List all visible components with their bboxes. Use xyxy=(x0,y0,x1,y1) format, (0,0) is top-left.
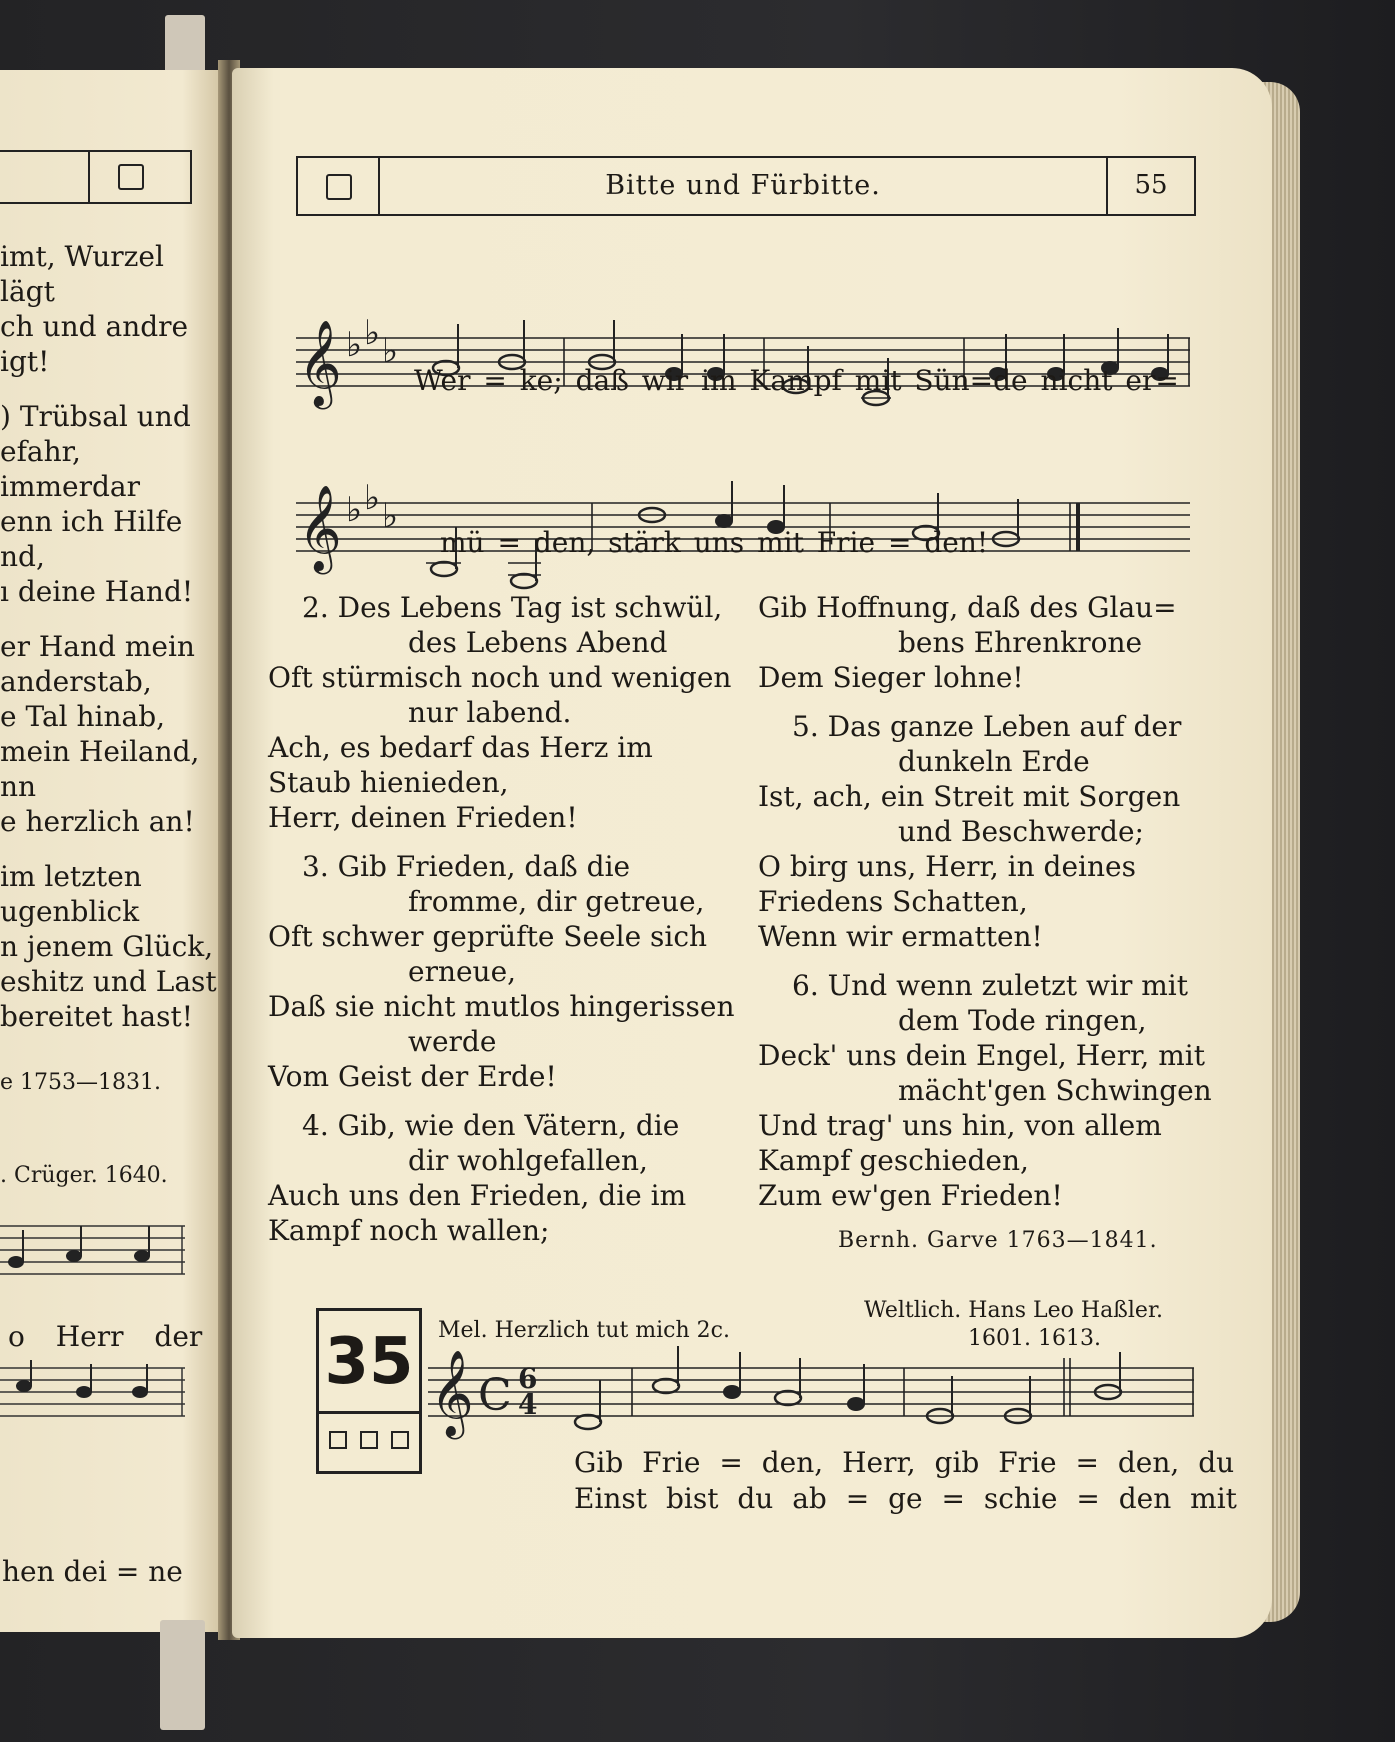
hymn-number: 35 xyxy=(324,1325,414,1399)
verses-right-column xyxy=(758,590,1212,1213)
hymn-lyrics-1: Gib Frie = den, Herr, gib Frie = den, du xyxy=(574,1446,1235,1479)
left-page-line: im letzten xyxy=(0,860,142,893)
svg-text:♭: ♭ xyxy=(364,478,381,518)
verse-line: Friedens Schatten, xyxy=(758,885,1028,918)
header-square-ornament xyxy=(118,164,144,190)
left-page-line: bereitet hast! xyxy=(0,1000,193,1033)
left-page-line: ) Trübsal und xyxy=(0,400,191,433)
music-lyrics-2: mü = den, stärk uns mit Frie = den! xyxy=(440,526,989,559)
page-number: 55 xyxy=(1134,170,1168,200)
verse-line: des Lebens Abend xyxy=(408,626,668,659)
verse-block xyxy=(268,849,735,1094)
verse-line: erneue, xyxy=(408,955,517,988)
verse-block xyxy=(758,709,1212,954)
left-page-line: e herzlich an! xyxy=(0,805,195,838)
verse-line: 6. Und wenn zuletzt wir mit xyxy=(792,969,1189,1002)
music-lyrics-1: Wer = ke; daß wir im Kampf mit Sün=de nicht er= xyxy=(414,364,1179,397)
verse-line: und Beschwerde; xyxy=(898,815,1144,848)
verse-line: 4. Gib, wie den Vätern, die xyxy=(302,1109,680,1142)
verse-line: Vom Geist der Erde! xyxy=(268,1060,557,1093)
verse-line: dunkeln Erde xyxy=(898,745,1090,778)
hymn-composer: Weltlich. Hans Leo Haßler. xyxy=(864,1298,1164,1323)
left-page-line: n jenem Glück, xyxy=(0,930,214,963)
verse-line: Ach, es bedarf das Herz im xyxy=(268,731,653,764)
hymn-melody: Mel. Herzlich tut mich 2c. xyxy=(438,1318,730,1343)
verse-line: 3. Gib Frieden, daß die xyxy=(302,850,631,883)
verse-line: O birg uns, Herr, in deines xyxy=(758,850,1136,883)
left-staff-2 xyxy=(0,1360,185,1430)
time-signature-top: 6 xyxy=(518,1362,538,1395)
left-page-line: efahr, xyxy=(0,435,81,468)
time-signature-bottom: 4 xyxy=(518,1388,538,1421)
left-staff-1 xyxy=(0,1218,185,1288)
verse-block xyxy=(758,968,1212,1213)
verse-line: Herr, deinen Frieden! xyxy=(268,801,578,834)
verse-line: Wenn wir ermatten! xyxy=(758,920,1043,953)
left-page xyxy=(0,70,228,1632)
left-page-line: enn ich Hilfe xyxy=(0,505,183,538)
left-page-line: nd, xyxy=(0,540,45,573)
verse-line: mächt'gen Schwingen xyxy=(898,1074,1212,1107)
left-page-line: e Tal hinab, xyxy=(0,700,166,733)
verse-block xyxy=(268,1108,735,1248)
verse-line: Kampf noch wallen; xyxy=(268,1214,550,1247)
right-page xyxy=(232,68,1272,1638)
left-lyric-2: hen dei = ne xyxy=(2,1555,183,1588)
verses-left-column xyxy=(268,590,735,1248)
music-staff-2 xyxy=(296,423,1196,603)
verse-line: Ist, ach, ein Streit mit Sorgen xyxy=(758,780,1181,813)
svg-text:♭: ♭ xyxy=(382,331,399,371)
verse-line: Oft schwer geprüfte Seele sich xyxy=(268,920,708,953)
left-composer: . Crüger. 1640. xyxy=(0,1163,168,1188)
music-staff-3 xyxy=(428,1318,1198,1458)
verse-line: dir wohlgefallen, xyxy=(408,1144,648,1177)
left-page-line: nn xyxy=(0,770,37,803)
page-header xyxy=(296,156,1196,216)
treble-clef-icon: 𝄞 xyxy=(298,485,342,571)
hymn-lyrics-2: Einst bist du ab = ge = schie = den mit xyxy=(574,1482,1237,1515)
left-page-line: eshitz und Last xyxy=(0,965,217,998)
verse-line: Staub hienieden, xyxy=(268,766,509,799)
verse-line: Gib Hoffnung, daß des Glau= xyxy=(758,591,1177,624)
verse-line: dem Tode ringen, xyxy=(898,1004,1147,1037)
verse-line: 2. Des Lebens Tag ist schwül, xyxy=(302,591,723,624)
left-page-line: ch und andre xyxy=(0,310,189,343)
left-lyric-1: o Herr der xyxy=(8,1320,203,1353)
left-page-line: mein Heiland, xyxy=(0,735,200,768)
left-page-line: lägt xyxy=(0,275,55,308)
section-title: Bitte und Fürbitte. xyxy=(605,170,881,201)
bookmark-ribbon-bottom xyxy=(160,1620,205,1730)
hymn-square-ornaments xyxy=(329,1431,409,1449)
header-square-ornament xyxy=(326,174,352,200)
hymn-number-box xyxy=(316,1308,422,1474)
verse-line: Deck' uns dein Engel, Herr, mit xyxy=(758,1039,1205,1072)
verse-line: Auch uns den Frieden, die im xyxy=(268,1179,687,1212)
hymn-author: Bernh. Garve 1763—1841. xyxy=(838,1228,1158,1253)
verse-line: bens Ehrenkrone xyxy=(898,626,1143,659)
verse-line: fromme, dir getreue, xyxy=(408,885,705,918)
svg-text:♭: ♭ xyxy=(346,325,363,365)
verse-line: Oft stürmisch noch und wenigen xyxy=(268,661,732,694)
left-page-line: ı deine Hand! xyxy=(0,575,194,608)
common-time-icon: C xyxy=(478,1370,512,1421)
verse-block xyxy=(758,590,1212,695)
left-page-line: igt! xyxy=(0,345,50,378)
left-page-header xyxy=(0,150,192,204)
music-staff-1 xyxy=(296,258,1196,448)
verse-line: werde xyxy=(408,1025,497,1058)
left-page-line: er Hand mein xyxy=(0,630,195,663)
svg-text:♭: ♭ xyxy=(382,496,399,536)
verse-line: Zum ew'gen Frieden! xyxy=(758,1179,1063,1212)
verse-line: nur labend. xyxy=(408,696,572,729)
left-page-line: anderstab, xyxy=(0,665,152,698)
svg-text:♭: ♭ xyxy=(364,313,381,353)
left-author: e 1753—1831. xyxy=(0,1070,161,1095)
treble-clef-icon: 𝄞 xyxy=(430,1350,474,1436)
treble-clef-icon: 𝄞 xyxy=(298,320,342,406)
left-page-line: imt, Wurzel xyxy=(0,240,164,273)
hymn-composer-years: 1601. 1613. xyxy=(968,1326,1101,1351)
verse-block xyxy=(268,590,735,835)
verse-line: Dem Sieger lohne! xyxy=(758,661,1024,694)
svg-text:♭: ♭ xyxy=(346,490,363,530)
left-page-line: immerdar xyxy=(0,470,141,503)
left-page-line: ugenblick xyxy=(0,895,140,928)
bookmark-ribbon-top xyxy=(165,15,205,75)
verse-line: Kampf geschieden, xyxy=(758,1144,1029,1177)
verse-line: Und trag' uns hin, von allem xyxy=(758,1109,1162,1142)
verse-line: Daß sie nicht mutlos hingerissen xyxy=(268,990,735,1023)
verse-line: 5. Das ganze Leben auf der xyxy=(792,710,1182,743)
